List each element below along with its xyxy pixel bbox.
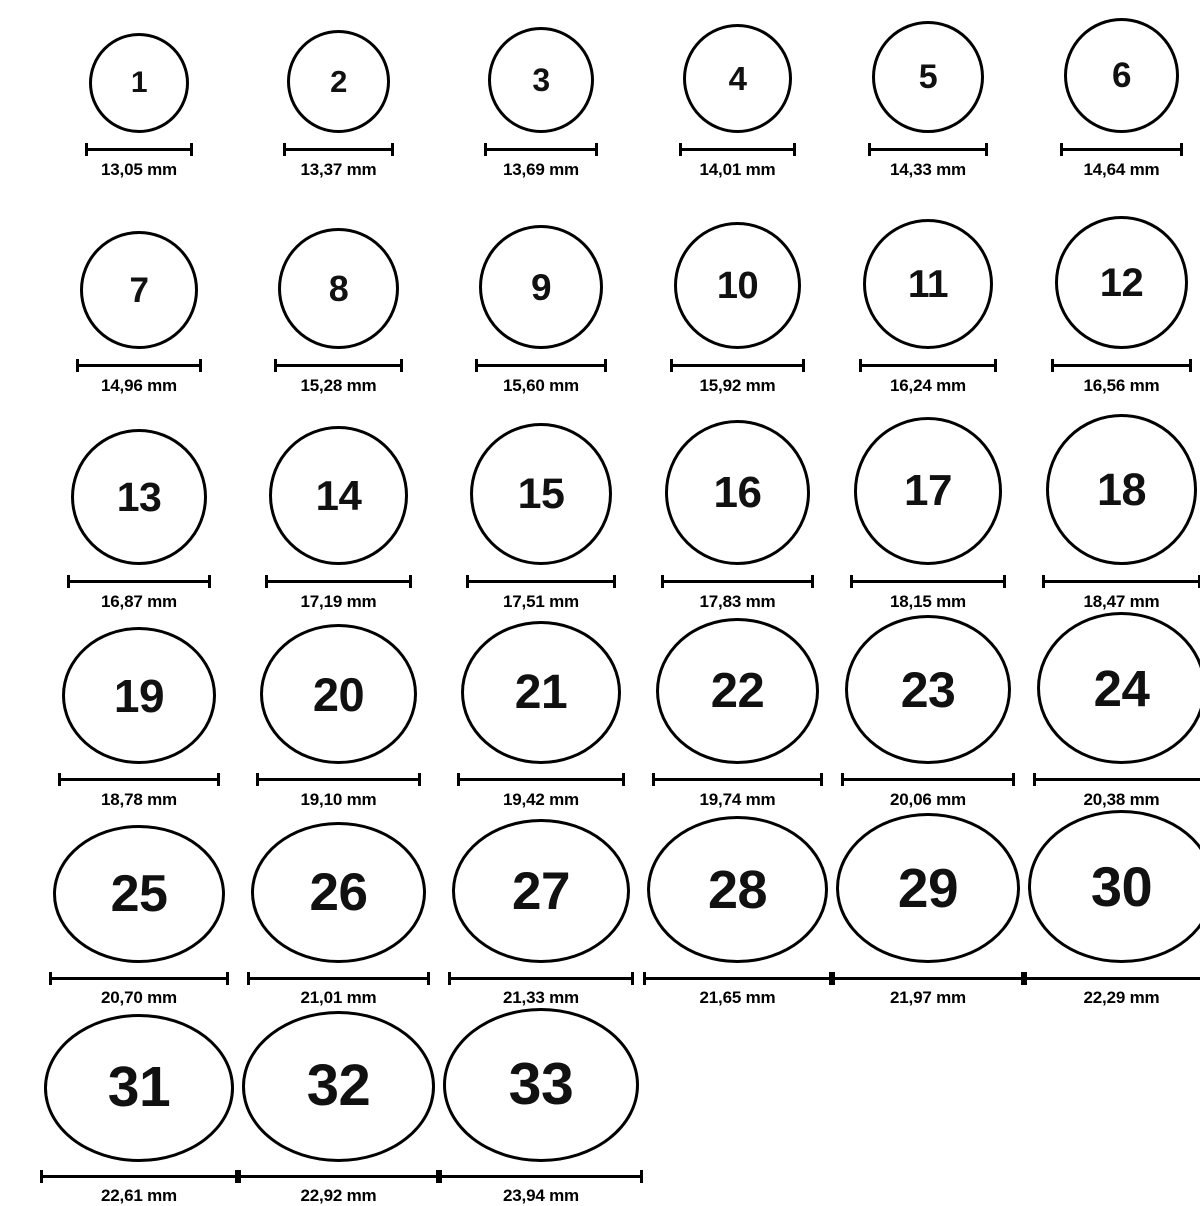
ring-size-number: 16: [713, 467, 762, 517]
ring-size-number: 13: [116, 473, 162, 520]
diameter-measure-bar: [1024, 973, 1200, 983]
ring-size-cell: [1024, 612, 1200, 810]
ring-size-cell: [40, 810, 238, 1008]
diameter-label: 17,83 mm: [699, 592, 776, 611]
ring-size-cell: [643, 18, 832, 216]
diameter-measure-bar: [859, 359, 997, 371]
diameter-measure-bar: [283, 143, 394, 155]
measure-line: [238, 1175, 439, 1178]
ring-size-cell: [643, 810, 832, 1008]
ring-size-cell: [40, 18, 238, 216]
diameter-label: 18,47 mm: [1083, 592, 1160, 611]
ring-size-cell: [832, 216, 1024, 414]
ring-size-cell: [40, 216, 238, 414]
diameter-measure-bar: [466, 575, 616, 587]
ring-circle: [647, 816, 828, 963]
diameter-label: 14,01 mm: [699, 160, 776, 179]
measure-line: [841, 778, 1015, 781]
ring-size-number: 2: [330, 64, 347, 99]
ring-size-number: 28: [707, 859, 768, 920]
ring-circle: [287, 30, 390, 133]
diameter-measure-bar: [49, 973, 229, 983]
ring-size-number: 24: [1093, 659, 1150, 717]
diameter-label: 22,92 mm: [300, 1186, 377, 1205]
diameter-label: 17,19 mm: [300, 592, 377, 611]
ring-circle: [62, 627, 216, 764]
measure-line: [643, 977, 832, 980]
ring-size-number: 19: [113, 669, 165, 722]
ring-size-number: 18: [1096, 464, 1147, 515]
ring-circle: [854, 417, 1002, 565]
ring-circle: [836, 813, 1020, 963]
ring-size-number: 17: [904, 466, 952, 515]
ring-size-cell: [832, 414, 1024, 612]
diameter-measure-bar: [850, 575, 1006, 587]
ring-circle: [53, 825, 225, 963]
diameter-label: 20,70 mm: [101, 988, 177, 1007]
ring-size-cell: [439, 216, 643, 414]
ring-size-cell: [439, 810, 643, 1008]
ring-size-number: 14: [315, 471, 362, 519]
diameter-label: 15,60 mm: [503, 376, 579, 395]
ring-size-number: 9: [530, 266, 552, 308]
measure-line: [1042, 580, 1200, 583]
ring-size-cell: [643, 414, 832, 612]
diameter-measure-bar: [274, 359, 403, 371]
ring-circle: [452, 819, 630, 963]
diameter-measure-bar: [1060, 143, 1183, 155]
measure-line: [1060, 148, 1183, 151]
ring-size-number: 32: [306, 1053, 371, 1119]
diameter-measure-bar: [679, 143, 796, 155]
ring-size-number: 8: [328, 267, 349, 309]
diameter-label: 21,01 mm: [300, 988, 377, 1007]
ring-size-number: 31: [107, 1055, 171, 1120]
ring-size-cell: [1024, 216, 1200, 414]
diameter-measure-bar: [457, 774, 625, 785]
ring-size-cell: [40, 612, 238, 810]
diameter-label: 21,33 mm: [503, 988, 579, 1007]
ring-size-cell: [238, 414, 439, 612]
diameter-label: 16,56 mm: [1083, 376, 1160, 395]
ring-circle: [251, 822, 426, 963]
diameter-measure-bar: [238, 1172, 439, 1181]
measure-line: [283, 148, 394, 151]
ring-size-number: 30: [1090, 854, 1153, 918]
diameter-label: 14,64 mm: [1083, 160, 1160, 179]
ring-circle: [845, 615, 1011, 764]
measure-line: [850, 580, 1006, 583]
ring-size-number: 4: [728, 60, 747, 97]
ring-size-cell: [1024, 414, 1200, 612]
diameter-measure-bar: [265, 575, 412, 587]
measure-line: [670, 364, 805, 367]
diameter-label: 19,74 mm: [699, 790, 776, 809]
diameter-measure-bar: [448, 973, 634, 983]
ring-size-cell: [40, 414, 238, 612]
ring-circle: [1046, 414, 1197, 565]
ring-size-cell: [643, 612, 832, 810]
ring-size-cell: [832, 18, 1024, 216]
diameter-label: 21,65 mm: [699, 988, 776, 1007]
diameter-label: 15,92 mm: [699, 376, 776, 395]
diameter-measure-bar: [256, 774, 421, 785]
ring-circle: [71, 429, 207, 565]
ring-size-grid: [40, 18, 1160, 1206]
ring-size-number: 10: [716, 264, 759, 307]
ring-circle: [479, 225, 603, 349]
ring-circle: [488, 27, 594, 133]
measure-line: [76, 364, 202, 367]
ring-size-number: 29: [897, 856, 959, 919]
diameter-label: 15,28 mm: [300, 376, 377, 395]
ring-size-cell: [643, 216, 832, 414]
ring-circle: [44, 1014, 234, 1162]
diameter-label: 21,97 mm: [890, 988, 966, 1007]
diameter-measure-bar: [76, 359, 202, 371]
ring-size-number: 26: [309, 863, 368, 923]
ring-circle: [863, 219, 993, 349]
ring-circle: [260, 624, 417, 764]
diameter-measure-bar: [475, 359, 607, 371]
ring-size-number: 23: [900, 661, 956, 718]
ring-circle: [443, 1008, 639, 1162]
diameter-measure-bar: [67, 575, 211, 587]
ring-size-number: 11: [907, 262, 949, 306]
ring-circle: [278, 228, 399, 349]
ring-circle: [674, 222, 801, 349]
diameter-measure-bar: [1042, 575, 1200, 587]
ring-size-number: 1: [130, 66, 148, 99]
ring-size-number: 3: [532, 62, 550, 98]
measure-line: [1051, 364, 1192, 367]
measure-line: [85, 148, 193, 151]
measure-line: [679, 148, 796, 151]
ring-size-cell: [238, 216, 439, 414]
diameter-label: 13,05 mm: [101, 160, 177, 179]
diameter-measure-bar: [40, 1172, 238, 1181]
diameter-label: 18,15 mm: [890, 592, 966, 611]
diameter-measure-bar: [58, 774, 220, 785]
ring-size-cell: [1024, 810, 1200, 1008]
ring-size-cell: [238, 612, 439, 810]
measure-line: [40, 1175, 238, 1178]
ring-size-number: 22: [710, 663, 765, 718]
measure-line: [49, 977, 229, 980]
ring-size-number: 12: [1099, 260, 1144, 305]
ring-size-cell: [1024, 18, 1200, 216]
diameter-measure-bar: [652, 774, 823, 785]
ring-size-number: 25: [110, 865, 168, 924]
ring-size-cell: [832, 612, 1024, 810]
measure-line: [448, 977, 634, 980]
ring-circle: [470, 423, 612, 565]
diameter-label: 13,37 mm: [300, 160, 377, 179]
diameter-measure-bar: [1033, 774, 1200, 785]
measure-line: [256, 778, 421, 781]
measure-line: [652, 778, 823, 781]
ring-size-cell: [439, 612, 643, 810]
ring-circle: [461, 621, 621, 764]
ring-circle: [1055, 216, 1188, 349]
diameter-measure-bar: [1051, 359, 1192, 371]
ring-size-number: 21: [514, 665, 568, 719]
ring-size-number: 20: [312, 667, 365, 721]
ring-size-cell: [40, 1008, 238, 1206]
diameter-label: 20,06 mm: [890, 790, 966, 809]
diameter-label: 16,87 mm: [101, 592, 177, 611]
diameter-measure-bar: [484, 143, 598, 155]
measure-line: [466, 580, 616, 583]
ring-circle: [89, 33, 189, 133]
ring-size-number: 27: [512, 861, 570, 921]
ring-size-cell: [238, 810, 439, 1008]
diameter-measure-bar: [832, 973, 1024, 983]
ring-circle: [1064, 18, 1179, 133]
diameter-measure-bar: [670, 359, 805, 371]
ring-size-cell: [439, 1008, 643, 1206]
diameter-label: 18,78 mm: [101, 790, 177, 809]
diameter-measure-bar: [439, 1172, 643, 1181]
measure-line: [859, 364, 997, 367]
ring-size-number: 5: [918, 58, 938, 96]
diameter-measure-bar: [643, 973, 832, 983]
measure-line: [67, 580, 211, 583]
diameter-label: 22,61 mm: [101, 1186, 177, 1205]
measure-line: [868, 148, 988, 151]
ring-size-cell: [238, 1008, 439, 1206]
measure-line: [484, 148, 598, 151]
measure-line: [1033, 778, 1200, 781]
ring-circle: [242, 1011, 435, 1162]
diameter-measure-bar: [247, 973, 430, 983]
diameter-measure-bar: [841, 774, 1015, 785]
diameter-label: 16,24 mm: [890, 376, 966, 395]
ring-circle: [1037, 612, 1200, 764]
diameter-measure-bar: [661, 575, 814, 587]
ring-circle: [269, 426, 408, 565]
measure-line: [247, 977, 430, 980]
measure-line: [661, 580, 814, 583]
diameter-label: 14,33 mm: [890, 160, 966, 179]
ring-size-cell: [439, 18, 643, 216]
measure-line: [832, 977, 1024, 980]
measure-line: [58, 778, 220, 781]
diameter-measure-bar: [85, 143, 193, 155]
ring-size-cell: [832, 810, 1024, 1008]
measure-line: [475, 364, 607, 367]
measure-line: [457, 778, 625, 781]
ring-circle: [656, 618, 819, 764]
diameter-label: 14,96 mm: [101, 376, 177, 395]
ring-size-number: 7: [129, 270, 149, 310]
diameter-label: 20,38 mm: [1083, 790, 1160, 809]
ring-circle: [80, 231, 198, 349]
ring-size-cell: [238, 18, 439, 216]
ring-circle: [683, 24, 792, 133]
measure-line: [274, 364, 403, 367]
ring-circle: [665, 420, 810, 565]
diameter-measure-bar: [868, 143, 988, 155]
ring-circle: [1028, 810, 1200, 963]
ring-size-number: 6: [1112, 56, 1131, 95]
ring-circle: [872, 21, 984, 133]
diameter-label: 19,10 mm: [300, 790, 377, 809]
diameter-label: 19,42 mm: [503, 790, 579, 809]
measure-line: [439, 1175, 643, 1178]
measure-line: [1024, 977, 1200, 980]
ring-size-number: 33: [508, 1051, 574, 1118]
diameter-label: 17,51 mm: [503, 592, 579, 611]
diameter-label: 22,29 mm: [1083, 988, 1160, 1007]
diameter-label: 23,94 mm: [503, 1186, 579, 1205]
diameter-label: 13,69 mm: [503, 160, 579, 179]
measure-line: [265, 580, 412, 583]
ring-size-number: 15: [517, 469, 565, 518]
ring-size-cell: [439, 414, 643, 612]
